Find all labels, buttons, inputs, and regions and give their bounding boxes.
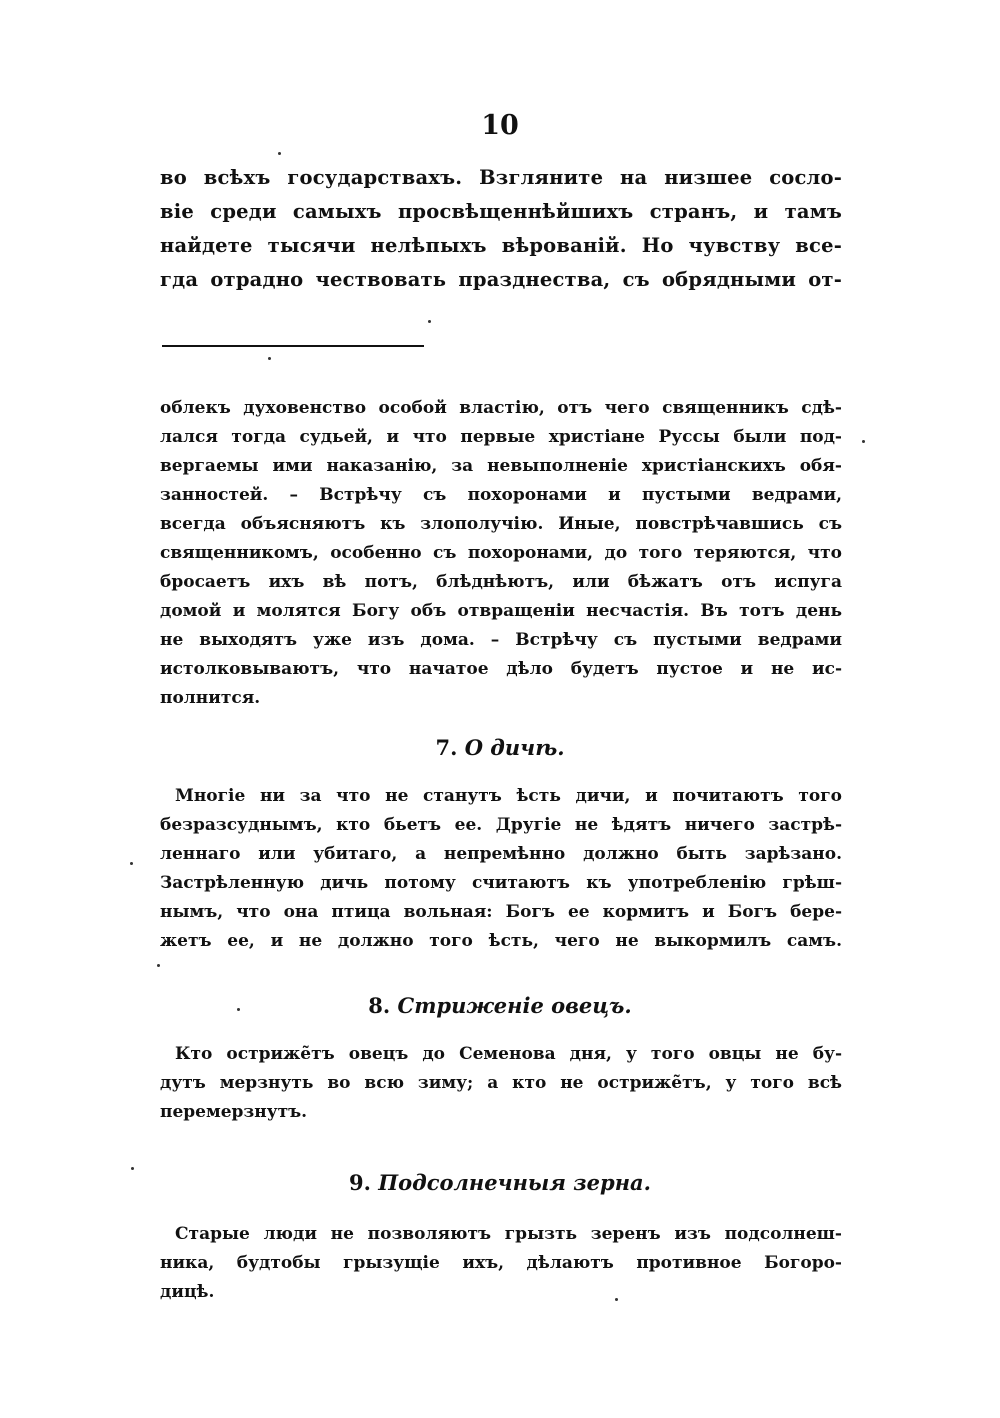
scan-speck [278,152,281,155]
scan-speck [428,320,431,323]
section-9-line: Старые люди не позволяютъ грызть зеренъ изъ подсолнеш- [175,1224,842,1244]
main-text-line: во всѣхъ государствахъ. Взгляните на низшее сосло- [160,166,842,189]
section-7-line: безразсуднымъ, кто бьетъ ее. Другіе не ѣдятъ ничего застрѣ- [160,815,842,835]
page-number: 10 [481,110,519,141]
footnote-line: всегда объясняютъ къ злополучію. Иные, повстрѣчавшись съ [160,514,842,534]
main-text-line: віе среди самыхъ просвѣщеннѣйшихъ странъ, и тамъ [160,200,842,223]
scan-speck [131,1167,134,1170]
section-9-line: ника, будтобы грызущіе ихъ, дѣлаютъ противное Богоро- [160,1253,842,1273]
footnote-line: занностей. – Встрѣчу съ похоронами и пустыми ведрами, [160,485,842,505]
scan-speck [268,357,271,360]
section-heading-7 [0,735,1000,760]
main-text-line: гда отрадно чествовать празднества, съ обрядными от- [160,268,842,291]
section-number: 9. [349,1170,371,1195]
section-heading-9 [0,1170,1000,1195]
scan-speck [862,440,865,443]
footnote-separator [162,345,424,347]
footnote-line: бросаетъ ихъ вѣ потъ, блѣднѣютъ, или бѣжатъ отъ испуга [160,572,842,592]
main-text-line: найдете тысячи нелѣпыхъ вѣрованій. Но чувству все- [160,234,842,257]
footnote-line: полнится. [160,688,261,708]
section-9-line: дицѣ. [160,1282,215,1302]
section-8-line: Кто остриже̃тъ овецъ до Семенова дня, у того овцы не бу- [175,1044,842,1064]
section-7-line: леннаго или убитаго, а непремѣнно должно быть зарѣзано. [160,844,842,864]
footnote-line: священникомъ, особенно съ похоронами, до того теряются, что [160,543,842,563]
section-7-line: Многіе ни за что не станутъ ѣсть дичи, и почитаютъ того [175,786,842,806]
section-heading-8 [0,993,1000,1018]
scan-speck [157,964,160,967]
section-title: Стриженіе овецъ. [397,993,632,1018]
footnote-line: истолковываютъ, что начатое дѣло будетъ пустое и не ис- [160,659,842,679]
section-7-line: Застрѣленную дичь потому считаютъ къ употребленію грѣш- [160,873,842,893]
section-7-line: жетъ ее, и не должно того ѣсть, чего не выкормилъ самъ. [160,931,842,951]
section-number: 7. [435,735,458,760]
section-title: О дичѣ. [464,735,565,760]
footnote-line: вергаемы ими наказанію, за невыполненіе христіанскихъ обя- [160,456,842,476]
scan-speck [615,1298,618,1301]
section-number: 8. [368,993,391,1018]
scan-speck [237,1008,240,1011]
footnote-line: не выходятъ уже изъ дома. – Встрѣчу съ пустыми ведрами [160,630,842,650]
footnote-line: облекъ духовенство особой властію, отъ чего священникъ сдѣ- [160,398,842,418]
section-7-line: нымъ, что она птица вольная: Богъ ее кормитъ и Богъ бере- [160,902,842,922]
footnote-line: домой и молятся Богу объ отвращеніи несчастія. Въ тотъ день [160,601,842,621]
scan-speck [130,862,133,865]
section-title: Подсолнечныя зерна. [378,1170,651,1195]
footnote-line: лался тогда судьей, и что первые христіане Руссы были под- [160,427,842,447]
section-8-line: дутъ мерзнуть во всю зиму; а кто не остриже̃тъ, у того всѣ [160,1073,842,1093]
section-8-line: перемерзнутъ. [160,1102,308,1122]
